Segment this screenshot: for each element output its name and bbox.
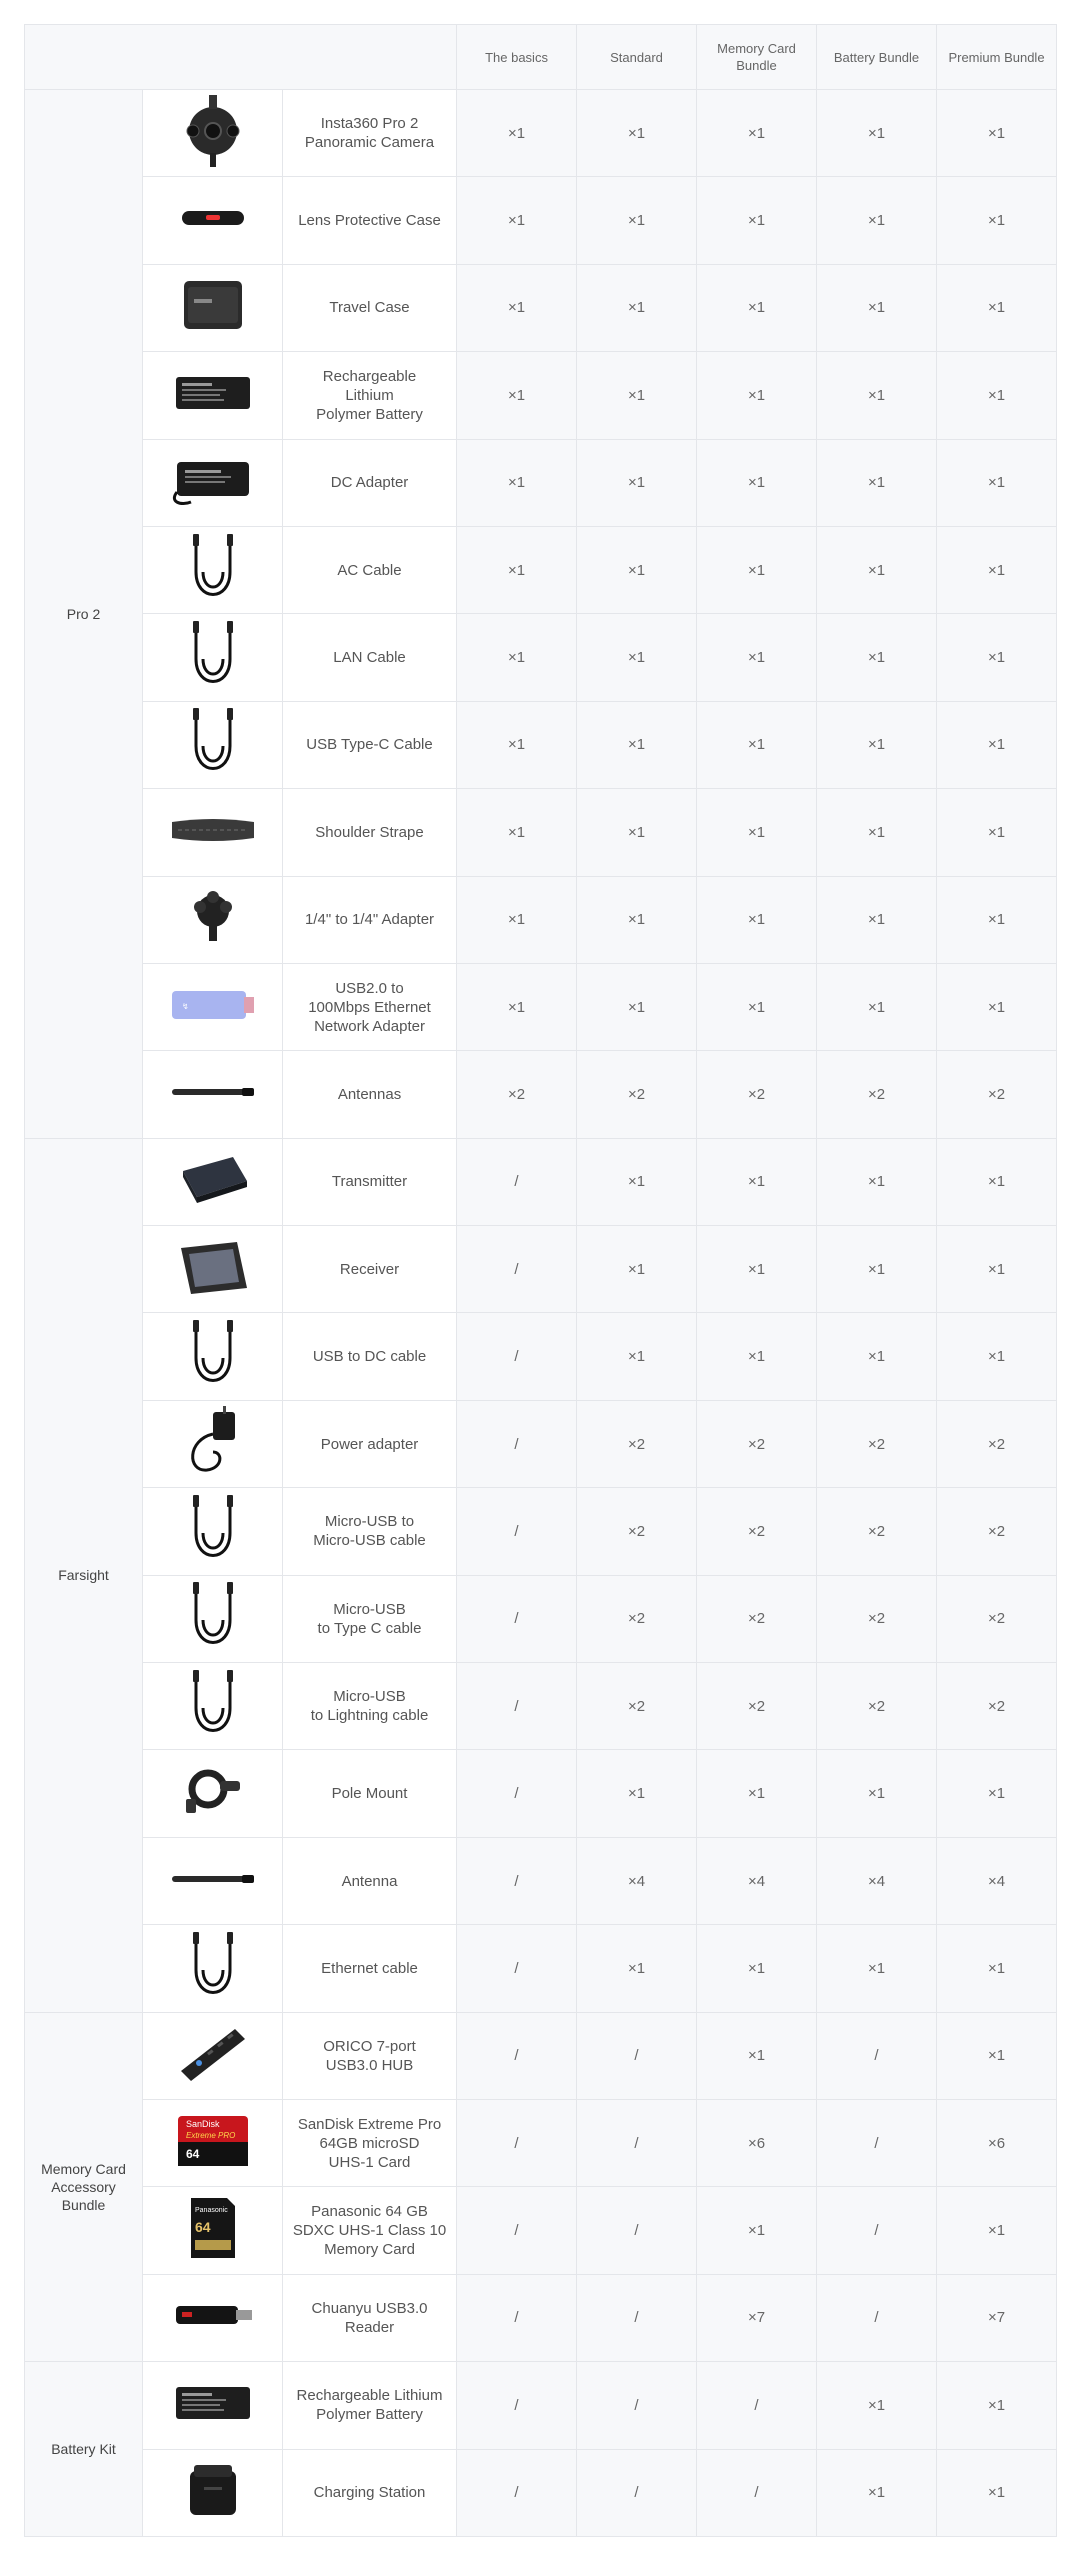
table-row xyxy=(25,2187,1057,2274)
quantity-cell: / xyxy=(577,2012,697,2099)
quantity-cell: ×2 xyxy=(577,1575,697,1662)
group-label: Battery Kit xyxy=(25,2362,143,2537)
product-image-cell xyxy=(143,264,283,351)
quantity-cell: / xyxy=(457,1488,577,1575)
item-name: Antennas xyxy=(283,1051,457,1138)
dc-adapter-icon xyxy=(171,452,255,513)
item-name: Ethernet cable xyxy=(283,1925,457,2012)
table-row xyxy=(25,1138,1057,1225)
table-row xyxy=(25,439,1057,526)
table-row xyxy=(25,2012,1057,2099)
quantity-cell: ×1 xyxy=(937,1313,1057,1400)
quantity-cell: ×1 xyxy=(817,2449,937,2536)
product-image-cell xyxy=(143,1051,283,1138)
quantity-cell: ×1 xyxy=(457,526,577,613)
quantity-cell: / xyxy=(457,1663,577,1750)
item-name: Travel Case xyxy=(283,264,457,351)
item-name: SanDisk Extreme Pro 64GB microSD UHS-1 Card xyxy=(283,2099,457,2186)
product-image-cell xyxy=(143,2012,283,2099)
receiver-icon xyxy=(173,1234,253,1305)
quantity-cell: / xyxy=(457,2274,577,2361)
quantity-cell: ×1 xyxy=(577,90,697,177)
table-row xyxy=(25,1750,1057,1837)
quantity-cell: / xyxy=(457,1226,577,1313)
item-name: USB Type-C Cable xyxy=(283,701,457,788)
item-name: Charging Station xyxy=(283,2449,457,2536)
product-image-cell xyxy=(143,2187,283,2274)
quantity-cell: ×1 xyxy=(577,177,697,264)
quantity-cell: ×1 xyxy=(937,2012,1057,2099)
item-name: Micro-USB to Micro-USB cable xyxy=(283,1488,457,1575)
quantity-cell: ×1 xyxy=(937,789,1057,876)
transmitter-icon xyxy=(173,1151,253,1212)
quantity-cell: ×1 xyxy=(937,1226,1057,1313)
quantity-cell: ×1 xyxy=(937,439,1057,526)
quantity-cell: / xyxy=(457,2449,577,2536)
quantity-cell: ×2 xyxy=(697,1663,817,1750)
quantity-cell: / xyxy=(457,1138,577,1225)
quantity-cell: ×1 xyxy=(817,177,937,264)
quantity-cell: / xyxy=(577,2274,697,2361)
quantity-cell: ×1 xyxy=(817,439,937,526)
quantity-cell: ×1 xyxy=(457,352,577,439)
table-row xyxy=(25,1400,1057,1487)
product-image-cell xyxy=(143,1837,283,1924)
quantity-cell: / xyxy=(577,2099,697,2186)
quantity-cell: ×1 xyxy=(457,876,577,963)
quantity-cell: ×1 xyxy=(697,789,817,876)
quantity-cell: ×6 xyxy=(697,2099,817,2186)
quantity-cell: ×4 xyxy=(697,1837,817,1924)
product-image-cell xyxy=(143,2274,283,2361)
quantity-cell: ×4 xyxy=(577,1837,697,1924)
table-row xyxy=(25,963,1057,1050)
product-image-cell xyxy=(143,1400,283,1487)
item-name: ORICO 7-port USB3.0 HUB xyxy=(283,2012,457,2099)
cable-icon xyxy=(183,1493,243,1570)
quantity-cell: ×2 xyxy=(697,1488,817,1575)
product-image-cell xyxy=(143,90,283,177)
quantity-cell: ×7 xyxy=(937,2274,1057,2361)
quantity-cell: ×1 xyxy=(697,2012,817,2099)
quantity-cell: / xyxy=(457,2099,577,2186)
quantity-cell: ×2 xyxy=(697,1575,817,1662)
quantity-cell: ×1 xyxy=(817,789,937,876)
product-image-cell xyxy=(143,1575,283,1662)
quantity-cell: ×1 xyxy=(577,1138,697,1225)
item-name: Rechargeable Lithium Polymer Battery xyxy=(283,2362,457,2449)
quantity-cell: / xyxy=(457,1925,577,2012)
item-name: Lens Protective Case xyxy=(283,177,457,264)
quantity-cell: ×1 xyxy=(937,177,1057,264)
column-header: The basics xyxy=(457,25,577,90)
strap-icon xyxy=(168,814,258,851)
item-name: USB to DC cable xyxy=(283,1313,457,1400)
item-name: AC Cable xyxy=(283,526,457,613)
product-image-cell xyxy=(143,526,283,613)
header-row xyxy=(25,25,1057,90)
quantity-cell: ×2 xyxy=(697,1400,817,1487)
travel-case-icon xyxy=(180,275,246,340)
quantity-cell: ×1 xyxy=(457,789,577,876)
item-name: 1/4" to 1/4" Adapter xyxy=(283,876,457,963)
table-body xyxy=(25,90,1057,2537)
quantity-cell: / xyxy=(457,1400,577,1487)
quantity-cell: ×1 xyxy=(937,526,1057,613)
quantity-cell: / xyxy=(697,2449,817,2536)
product-image-cell xyxy=(143,2099,283,2186)
quantity-cell: ×1 xyxy=(697,876,817,963)
quantity-cell: ×1 xyxy=(457,614,577,701)
quantity-cell: ×2 xyxy=(817,1488,937,1575)
quantity-cell: ×1 xyxy=(697,177,817,264)
cable-icon xyxy=(183,1318,243,1395)
product-image-cell xyxy=(143,614,283,701)
product-image-cell xyxy=(143,1226,283,1313)
item-name: Pole Mount xyxy=(283,1750,457,1837)
quantity-cell: ×1 xyxy=(697,2187,817,2274)
quantity-cell: ×1 xyxy=(937,2187,1057,2274)
quantity-cell: ×1 xyxy=(697,352,817,439)
quantity-cell: ×1 xyxy=(937,701,1057,788)
product-image-cell xyxy=(143,1925,283,2012)
quantity-cell: ×1 xyxy=(937,2362,1057,2449)
quantity-cell: ×1 xyxy=(697,439,817,526)
camera-icon xyxy=(183,93,243,174)
quantity-cell: ×1 xyxy=(697,264,817,351)
quantity-cell: ×1 xyxy=(457,963,577,1050)
power-adapter-icon xyxy=(183,1406,243,1483)
quantity-cell: ×1 xyxy=(697,963,817,1050)
product-image-cell xyxy=(143,177,283,264)
quantity-cell: ×1 xyxy=(817,701,937,788)
item-name: DC Adapter xyxy=(283,439,457,526)
quantity-cell: ×1 xyxy=(577,526,697,613)
quantity-cell: ×2 xyxy=(817,1663,937,1750)
table-row xyxy=(25,1837,1057,1924)
cable-icon xyxy=(183,1668,243,1745)
quantity-cell: ×1 xyxy=(697,1313,817,1400)
quantity-cell: ×1 xyxy=(577,1750,697,1837)
panasonic-card-icon xyxy=(185,2194,241,2267)
quantity-cell: ×2 xyxy=(457,1051,577,1138)
quantity-cell: / xyxy=(697,2362,817,2449)
product-image-cell xyxy=(143,1138,283,1225)
sandisk-card-icon xyxy=(174,2112,252,2175)
column-header: Premium Bundle xyxy=(937,25,1057,90)
cable-icon xyxy=(183,706,243,783)
table-row xyxy=(25,1925,1057,2012)
quantity-cell: ×1 xyxy=(577,352,697,439)
quantity-cell: ×2 xyxy=(937,1400,1057,1487)
quantity-cell: ×1 xyxy=(817,876,937,963)
table-row xyxy=(25,789,1057,876)
quantity-cell: ×1 xyxy=(817,1226,937,1313)
quantity-cell: / xyxy=(817,2274,937,2361)
table-row xyxy=(25,2099,1057,2186)
quantity-cell: / xyxy=(577,2187,697,2274)
item-name: Shoulder Strape xyxy=(283,789,457,876)
cable-icon xyxy=(183,1580,243,1657)
column-header: Memory Card Bundle xyxy=(697,25,817,90)
quantity-cell: ×1 xyxy=(577,876,697,963)
quantity-cell: / xyxy=(457,2362,577,2449)
antenna-icon xyxy=(168,1084,258,1105)
quantity-cell: ×1 xyxy=(817,264,937,351)
quantity-cell: ×1 xyxy=(697,1925,817,2012)
quantity-cell: ×1 xyxy=(937,1138,1057,1225)
quantity-cell: ×1 xyxy=(577,614,697,701)
quantity-cell: ×1 xyxy=(817,526,937,613)
quantity-cell: ×1 xyxy=(817,352,937,439)
item-name: Micro-USB to Lightning cable xyxy=(283,1663,457,1750)
quantity-cell: ×1 xyxy=(817,90,937,177)
svg-text:↯: ↯ xyxy=(181,1001,189,1011)
item-name: Insta360 Pro 2 Panoramic Camera xyxy=(283,90,457,177)
usb-ethernet-adapter-icon xyxy=(168,985,258,1030)
item-name: Panasonic 64 GB SDXC UHS-1 Class 10 Memory Card xyxy=(283,2187,457,2274)
battery-icon xyxy=(172,371,254,420)
quantity-cell: / xyxy=(457,1575,577,1662)
quantity-cell: ×1 xyxy=(577,701,697,788)
table-row xyxy=(25,2362,1057,2449)
quantity-cell: ×4 xyxy=(817,1837,937,1924)
quantity-cell: ×1 xyxy=(457,264,577,351)
item-name: Antenna xyxy=(283,1837,457,1924)
quantity-cell: ×1 xyxy=(697,1750,817,1837)
product-image-cell xyxy=(143,876,283,963)
quantity-cell: ×2 xyxy=(817,1575,937,1662)
quantity-cell: ×1 xyxy=(577,264,697,351)
item-name: Transmitter xyxy=(283,1138,457,1225)
quantity-cell: / xyxy=(577,2449,697,2536)
table-row xyxy=(25,1226,1057,1313)
group-label: Farsight xyxy=(25,1138,143,2012)
quantity-cell: ×1 xyxy=(577,1226,697,1313)
battery-icon xyxy=(172,2381,254,2430)
quantity-cell: ×1 xyxy=(937,963,1057,1050)
product-image-cell xyxy=(143,1313,283,1400)
quantity-cell: / xyxy=(817,2012,937,2099)
table-row xyxy=(25,876,1057,963)
quantity-cell: ×4 xyxy=(937,1837,1057,1924)
cable-icon xyxy=(183,532,243,609)
group-label: Memory Card Accessory Bundle xyxy=(25,2012,143,2362)
table-row xyxy=(25,2274,1057,2361)
quantity-cell: ×2 xyxy=(577,1400,697,1487)
item-name: Rechargeable Lithium Polymer Battery xyxy=(283,352,457,439)
quantity-cell: ×1 xyxy=(937,1750,1057,1837)
table-row xyxy=(25,1488,1057,1575)
product-image-cell xyxy=(143,789,283,876)
table-row xyxy=(25,526,1057,613)
quantity-cell: ×1 xyxy=(697,614,817,701)
table-row xyxy=(25,614,1057,701)
column-header: Standard xyxy=(577,25,697,90)
quantity-cell: ×1 xyxy=(577,963,697,1050)
table-row xyxy=(25,177,1057,264)
svg-text:64: 64 xyxy=(185,2146,199,2161)
product-image-cell xyxy=(143,701,283,788)
quantity-cell: ×1 xyxy=(697,90,817,177)
quantity-cell: ×1 xyxy=(937,264,1057,351)
cable-icon xyxy=(183,619,243,696)
svg-text:Extreme PRO: Extreme PRO xyxy=(185,2130,235,2140)
item-name: Micro-USB to Type C cable xyxy=(283,1575,457,1662)
card-reader-icon xyxy=(170,2300,256,2335)
table-row xyxy=(25,352,1057,439)
quantity-cell: ×1 xyxy=(577,789,697,876)
product-image-cell xyxy=(143,2449,283,2536)
quantity-cell: / xyxy=(817,2099,937,2186)
quantity-cell: / xyxy=(817,2187,937,2274)
quantity-cell: ×1 xyxy=(937,876,1057,963)
table-row xyxy=(25,1575,1057,1662)
quantity-cell: ×2 xyxy=(577,1051,697,1138)
quantity-cell: / xyxy=(457,1837,577,1924)
quantity-cell: ×1 xyxy=(577,1313,697,1400)
quantity-cell: ×1 xyxy=(817,963,937,1050)
product-image-cell xyxy=(143,439,283,526)
mount-adapter-icon xyxy=(188,889,238,950)
table-row xyxy=(25,701,1057,788)
quantity-cell: / xyxy=(457,2012,577,2099)
quantity-cell: ×2 xyxy=(577,1663,697,1750)
quantity-cell: ×2 xyxy=(817,1400,937,1487)
quantity-cell: ×1 xyxy=(817,1138,937,1225)
charging-station-icon xyxy=(182,2459,244,2526)
quantity-cell: ×1 xyxy=(697,526,817,613)
quantity-cell: ×2 xyxy=(817,1051,937,1138)
usb-hub-icon xyxy=(173,2021,253,2090)
quantity-cell: ×1 xyxy=(817,2362,937,2449)
quantity-cell: ×1 xyxy=(817,1313,937,1400)
table-row xyxy=(25,2449,1057,2536)
lens-case-icon xyxy=(178,203,248,238)
table-row xyxy=(25,1051,1057,1138)
quantity-cell: ×1 xyxy=(817,1750,937,1837)
quantity-cell: ×7 xyxy=(697,2274,817,2361)
quantity-cell: ×1 xyxy=(937,352,1057,439)
quantity-cell: / xyxy=(577,2362,697,2449)
product-image-cell xyxy=(143,2362,283,2449)
table-row xyxy=(25,1313,1057,1400)
item-name: Receiver xyxy=(283,1226,457,1313)
quantity-cell: ×1 xyxy=(937,1925,1057,2012)
svg-text:SanDisk: SanDisk xyxy=(185,2118,220,2129)
comparison-table xyxy=(24,24,1057,2537)
table-row xyxy=(25,1663,1057,1750)
quantity-cell: ×2 xyxy=(937,1051,1057,1138)
quantity-cell: ×1 xyxy=(937,2449,1057,2536)
quantity-cell: ×1 xyxy=(697,1138,817,1225)
product-image-cell xyxy=(143,1663,283,1750)
item-name: Chuanyu USB3.0 Reader xyxy=(283,2274,457,2361)
quantity-cell: ×1 xyxy=(697,1226,817,1313)
quantity-cell: ×1 xyxy=(817,1925,937,2012)
product-image-cell xyxy=(143,1488,283,1575)
quantity-cell: ×1 xyxy=(937,614,1057,701)
table-row xyxy=(25,264,1057,351)
quantity-cell: ×2 xyxy=(937,1663,1057,1750)
quantity-cell: ×6 xyxy=(937,2099,1057,2186)
product-image-cell xyxy=(143,1750,283,1837)
quantity-cell: ×1 xyxy=(577,1925,697,2012)
quantity-cell: ×1 xyxy=(457,701,577,788)
product-image-cell xyxy=(143,352,283,439)
quantity-cell: ×2 xyxy=(937,1488,1057,1575)
column-header: Battery Bundle xyxy=(817,25,937,90)
quantity-cell: / xyxy=(457,2187,577,2274)
antenna-icon xyxy=(168,1871,258,1892)
svg-text:Panasonic: Panasonic xyxy=(194,2207,228,2215)
quantity-cell: ×1 xyxy=(697,701,817,788)
quantity-cell: ×1 xyxy=(937,90,1057,177)
svg-text:64: 64 xyxy=(194,2219,211,2236)
quantity-cell: / xyxy=(457,1313,577,1400)
product-image-cell xyxy=(143,963,283,1050)
table-row xyxy=(25,90,1057,177)
header-corner xyxy=(25,25,457,90)
item-name: USB2.0 to 100Mbps Ethernet Network Adapter xyxy=(283,963,457,1050)
quantity-cell: ×1 xyxy=(577,439,697,526)
item-name: LAN Cable xyxy=(283,614,457,701)
quantity-cell: ×1 xyxy=(457,90,577,177)
quantity-cell: ×2 xyxy=(697,1051,817,1138)
group-label: Pro 2 xyxy=(25,90,143,1139)
quantity-cell: / xyxy=(457,1750,577,1837)
quantity-cell: ×1 xyxy=(457,177,577,264)
quantity-cell: ×1 xyxy=(817,614,937,701)
quantity-cell: ×2 xyxy=(577,1488,697,1575)
cable-icon xyxy=(183,1930,243,2007)
quantity-cell: ×1 xyxy=(457,439,577,526)
quantity-cell: ×2 xyxy=(937,1575,1057,1662)
pole-mount-icon xyxy=(178,1761,248,1826)
item-name: Power adapter xyxy=(283,1400,457,1487)
